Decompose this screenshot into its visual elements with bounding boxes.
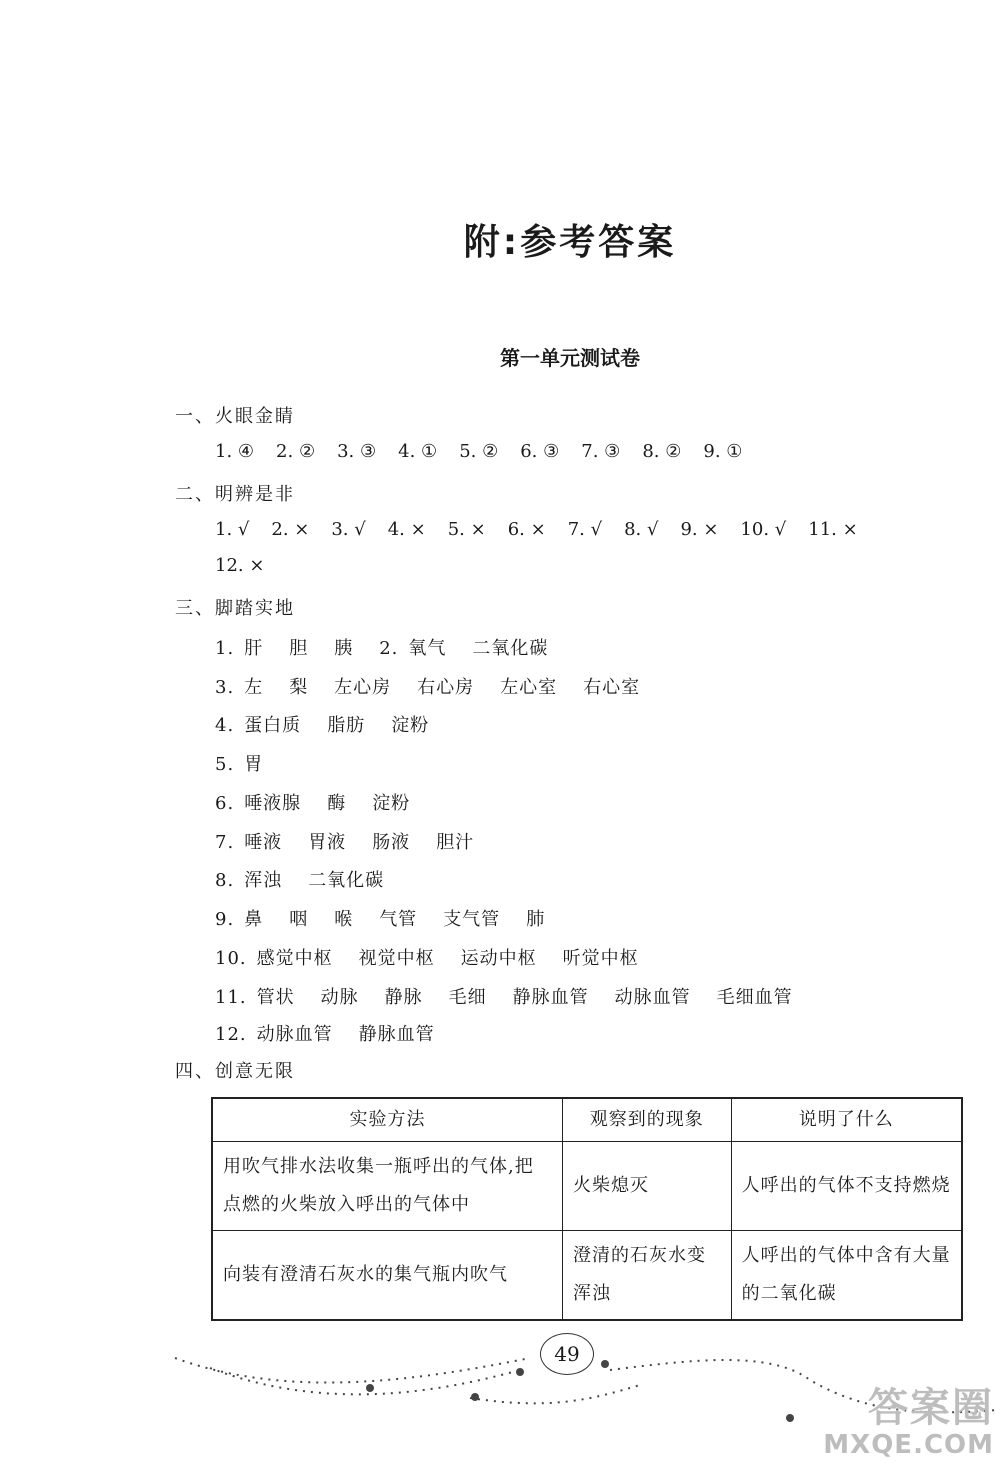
answer-item: 7. ③ [581, 441, 621, 462]
list-item [215, 905, 571, 931]
answer-word: 左 [244, 677, 264, 698]
list-item [215, 634, 574, 660]
answer-item: 6. ③ [520, 441, 560, 462]
answer-word: 右心室 [583, 677, 641, 698]
answer-word: 肝 [244, 638, 264, 659]
answer-word: 淀粉 [391, 715, 430, 736]
item-number: 12. [215, 1024, 247, 1045]
table-row [212, 1142, 962, 1231]
answer-word: 动脉血管 [256, 1024, 333, 1045]
section4-heading: 四、创意无限 [175, 1061, 295, 1082]
watermark-text: 答案圈 [868, 1385, 994, 1431]
answer-word: 胃 [244, 754, 264, 775]
answer-item: 12. × [215, 555, 265, 576]
table-cell: 人呼出的气体中含有大量的二氧化碳 [731, 1231, 962, 1321]
item-number: 8. [215, 870, 235, 891]
table-cell: 用吹气排水法收集一瓶呼出的气体,把点燃的火柴放入呼出的气体中 [212, 1142, 563, 1231]
answer-word: 胆 [289, 638, 309, 659]
table-cell: 澄清的石灰水变浑浊 [563, 1231, 732, 1321]
answer-word: 鼻 [244, 909, 264, 930]
answer-item: 2. × [271, 519, 310, 540]
answer-word: 胃液 [308, 832, 347, 853]
answer-word: 氧气 [408, 638, 447, 659]
answer-word: 支气管 [443, 909, 501, 930]
answer-word: 动脉 [320, 987, 359, 1008]
answer-item: 2. ② [276, 441, 316, 462]
answer-item: 11. × [808, 519, 858, 540]
answer-word: 喉 [334, 909, 354, 930]
answer-item: 3. ③ [337, 441, 377, 462]
list-item [215, 944, 665, 970]
answer-item: 6. × [507, 519, 546, 540]
answer-item: 1. √ [215, 519, 250, 540]
answer-item: 9. ① [703, 441, 743, 462]
answer-item: 4. ① [398, 441, 438, 462]
answer-word: 浑浊 [244, 870, 283, 891]
item-number: 7. [215, 832, 235, 853]
answer-word: 听觉中枢 [562, 948, 639, 969]
answer-word: 视觉中枢 [358, 948, 435, 969]
table-header-cell: 实验方法 [212, 1098, 563, 1142]
list-item [215, 828, 500, 854]
item-number: 1. [215, 638, 235, 659]
answer-word: 咽 [289, 909, 309, 930]
list-item [215, 673, 666, 699]
answer-word: 静脉血管 [512, 987, 589, 1008]
answer-word: 肠液 [372, 832, 411, 853]
list-item [215, 983, 819, 1009]
section-subtitle: 第一单元测试卷 [500, 346, 640, 370]
item-number: 5. [215, 754, 235, 775]
answer-word: 胆汁 [436, 832, 475, 853]
table-header-cell: 观察到的现象 [563, 1098, 732, 1142]
section2-answers-row2 [215, 555, 286, 576]
section2-answers-row1 [215, 519, 880, 540]
answer-word: 运动中枢 [460, 948, 537, 969]
answer-word: 肺 [526, 909, 546, 930]
table-cell: 火柴熄灭 [563, 1142, 732, 1231]
answer-word: 唾液腺 [244, 793, 302, 814]
answer-item: 8. √ [624, 519, 659, 540]
answer-word: 左心室 [500, 677, 558, 698]
item-number: 6. [215, 793, 235, 814]
experiment-table [211, 1097, 963, 1321]
item-number: 10. [215, 948, 247, 969]
answer-word: 感觉中枢 [256, 948, 333, 969]
answer-word: 脂肪 [327, 715, 366, 736]
answer-item: 5. × [447, 519, 486, 540]
answer-item: 4. × [387, 519, 426, 540]
item-number: 2. [379, 638, 399, 659]
answer-item: 8. ② [642, 441, 682, 462]
answer-word: 动脉血管 [614, 987, 691, 1008]
page-number: 49 [540, 1333, 594, 1375]
answer-word: 二氧化碳 [472, 638, 549, 659]
watermark-url: MXQE.COM [823, 1430, 994, 1460]
list-item [215, 711, 455, 737]
answer-word: 静脉血管 [358, 1024, 435, 1045]
answer-item: 3. √ [331, 519, 366, 540]
section1-heading: 一、火眼金睛 [175, 406, 295, 427]
answer-word: 右心房 [417, 677, 475, 698]
list-item [215, 866, 410, 892]
answer-word: 蛋白质 [244, 715, 302, 736]
answer-word: 毛细血管 [716, 987, 793, 1008]
answer-word: 唾液 [244, 832, 283, 853]
answer-word: 淀粉 [372, 793, 411, 814]
answer-word: 气管 [379, 909, 418, 930]
answer-word: 左心房 [334, 677, 392, 698]
table-row [212, 1231, 962, 1321]
item-number: 4. [215, 715, 235, 736]
section3-heading: 三、脚踏实地 [175, 598, 295, 619]
page-title: 附:参考答案 [463, 222, 677, 263]
answer-word: 静脉 [384, 987, 423, 1008]
item-number: 9. [215, 909, 235, 930]
answer-word: 二氧化碳 [308, 870, 385, 891]
answer-word: 管状 [256, 987, 295, 1008]
list-item [215, 789, 436, 815]
answer-word: 酶 [327, 793, 347, 814]
answer-item: 9. × [680, 519, 719, 540]
table-cell: 向装有澄清石灰水的集气瓶内吹气 [212, 1231, 563, 1321]
item-number: 3. [215, 677, 235, 698]
table-cell: 人呼出的气体不支持燃烧 [731, 1142, 962, 1231]
section2-heading: 二、明辨是非 [175, 484, 295, 505]
answer-item: 10. √ [740, 519, 787, 540]
answer-word: 梨 [289, 677, 309, 698]
answer-item: 1. ④ [215, 441, 255, 462]
table-header-row [212, 1098, 962, 1142]
table-header-cell: 说明了什么 [731, 1098, 962, 1142]
answer-item: 7. √ [567, 519, 603, 540]
answer-item: 5. ② [459, 441, 499, 462]
item-number: 11. [215, 987, 247, 1008]
list-item [215, 750, 289, 776]
section1-answers [215, 441, 764, 462]
answer-word: 毛细 [448, 987, 487, 1008]
watermark-logo [823, 1386, 994, 1460]
answer-word: 胰 [334, 638, 354, 659]
list-item [215, 1020, 461, 1046]
